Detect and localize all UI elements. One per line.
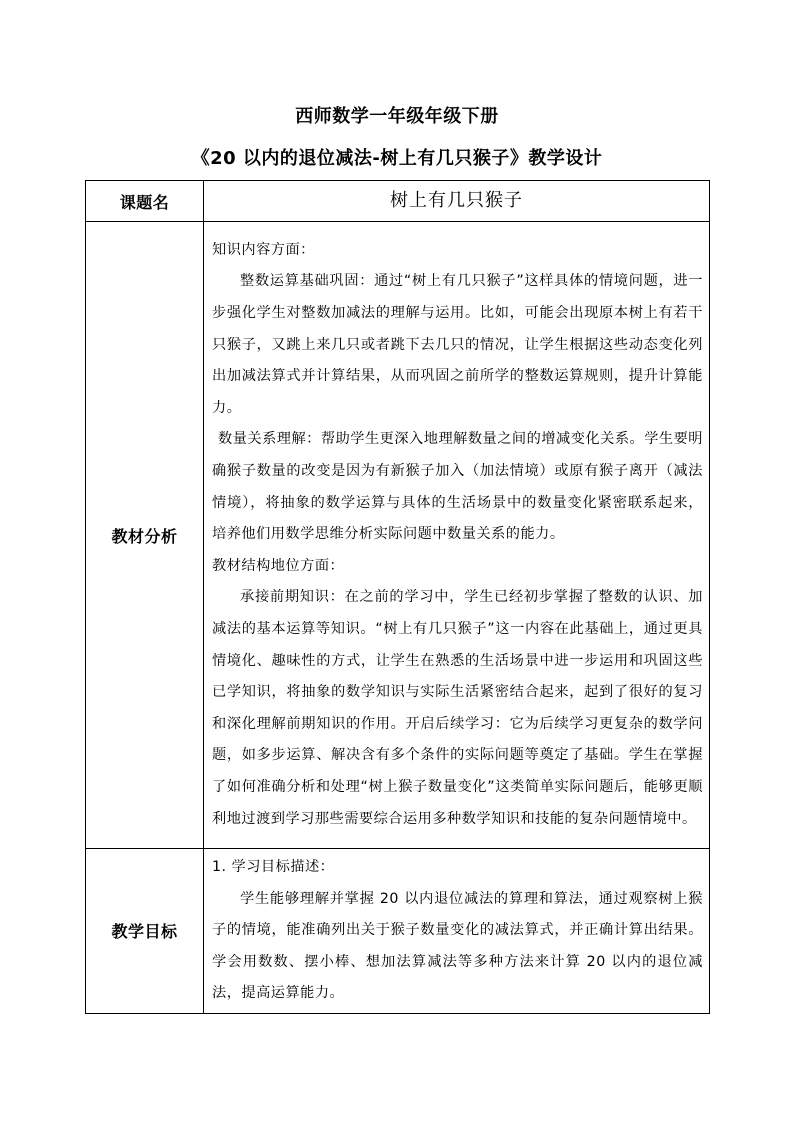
document-title: 西师数学一年级年级下册 [295,106,499,127]
goals-heading: 1. 学习目标描述： [212,859,335,875]
goals-content [204,849,710,1014]
topic-label: 课题名 [86,181,204,222]
document-subtitle: 《20 以内的退位减法-树上有几只猴子》教学设计 [191,148,603,169]
topic-row [86,181,710,222]
analysis-paragraph: 数量关系理解：帮助学生更深入地理解数量之间的增减变化关系。学生要明确猴子数量的改变是因为有新猴子加入（加法情境）或原有猴子离开（减法情境），将抽象的数学运算与具体的生活场景中的数量变化紧密联系起来，培养他们用数学思维分析实际问题中数量关系的能力。 [212,431,703,543]
topic-value: 树上有几只猴子 [204,181,710,222]
analysis-content [204,222,710,849]
analysis-heading-structure: 教材结构地位方面： [212,557,345,574]
analysis-heading-knowledge: 知识内容方面： [212,241,315,258]
analysis-row [86,222,710,849]
goals-row [86,849,710,1014]
lesson-plan-table [85,180,710,1014]
goals-label: 教学目标 [86,849,204,1014]
analysis-label: 教材分析 [86,222,204,849]
goals-paragraph: 学生能够理解并掌握 20 以内退位减法的算理和算法，通过观察树上猴子的情境，能准确列出关于猴子数量变化的减法算式，并正确计算出结果。学会用数数、摆小棒、想加法算减法等多种方法来计算 20 以内的退位减法，提高运算能力。 [212,890,703,1002]
analysis-paragraph: 整数运算基础巩固：通过“树上有几只猴子”这样具体的情境问题，进一步强化学生对整数加减法的理解与运用。比如，可能会出现原本树上有若干只猴子，又跳上来几只或者跳下去几只的情况，让学生根据这些动态变化列出加减法算式并计算结果，从而巩固之前所学的整数运算规则，提升计算能力。 [212,273,703,416]
analysis-paragraph: 承接前期知识：在之前的学习中，学生已经初步掌握了整数的认识、加减法的基本运算等知识。“树上有几只猴子”这一内容在此基础上，通过更具情境化、趣味性的方式，让学生在熟悉的生活场景中进一步运用和巩固这些已学知识，将抽象的数学知识与实际生活紧密结合起来，起到了很好的复习和深化理解前期知识的作用。开启后续学习：它为后续学习更复杂的数学问题，如多步运算、解决含有多个条件的实际问题等奠定了基础。学生在掌握了如何准确分析和处理“树上猴子数量变化”这类简单实际问题后，能够更顺利地过渡到学习那些需要综合运用多种数学知识和技能的复杂问题情境中。 [212,589,703,827]
